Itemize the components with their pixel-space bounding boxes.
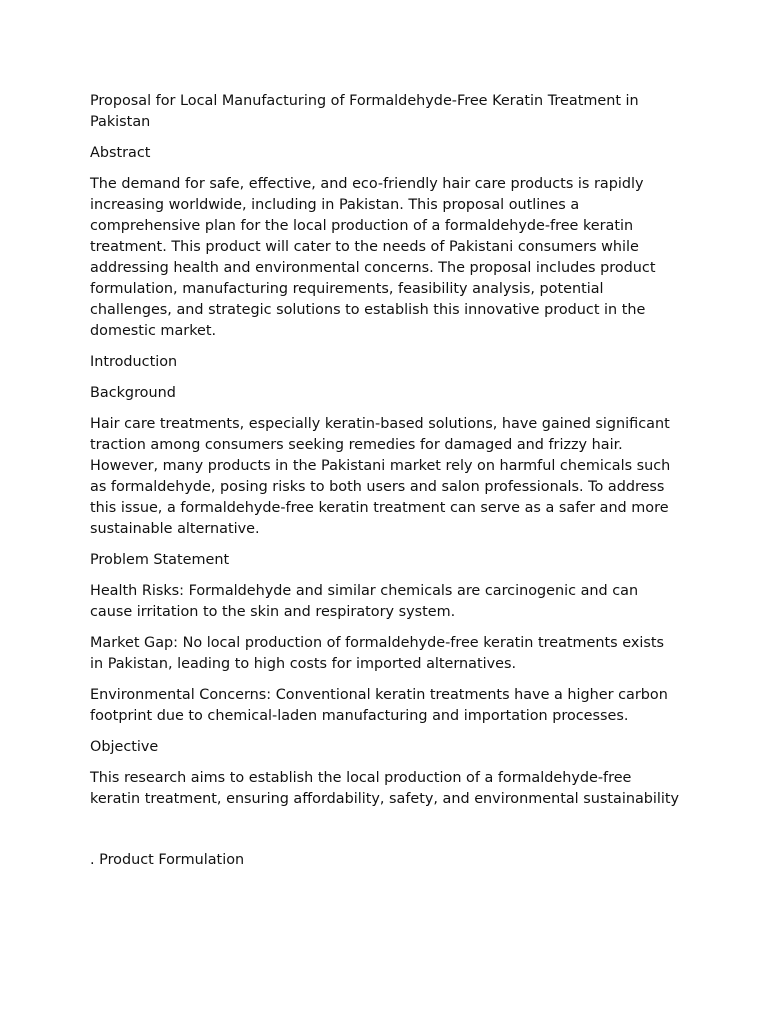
document-title: Proposal for Local Manufacturing of Formaldehyde-Free Keratin Treatment in Pakistan	[90, 93, 639, 130]
problem-item-health-risks: Health Risks: Formaldehyde and similar chemicals are carcinogenic and can cause irritation to the skin and respiratory system.	[90, 583, 639, 620]
document-page	[90, 91, 680, 881]
abstract-paragraph: The demand for safe, effective, and eco-friendly hair care products is rapidly increasing worldwide, including in Pakistan. This proposal outlines a comprehensive plan for the local production of a formaldehyde-free keratin treatment. This product will cater to the needs of Pakistani consumers while addressing health and environmental concerns. The proposal includes product formulation, manufacturing requirements, feasibility analysis, potential challenges, and strategic solutions to establish this innovative product in the domestic market.	[90, 176, 656, 339]
objective-paragraph: This research aims to establish the local production of a formaldehyde-free keratin treatment, ensuring affordability, safety, and environmental sustainability	[90, 770, 680, 807]
product-formulation-heading: . Product Formulation	[90, 852, 245, 868]
abstract-heading: Abstract	[90, 145, 151, 161]
objective-heading: Objective	[90, 739, 159, 755]
section-spacer	[90, 820, 680, 850]
introduction-heading: Introduction	[90, 354, 178, 370]
background-paragraph: Hair care treatments, especially keratin-based solutions, have gained significant traction among consumers seeking remedies for damaged and frizzy hair. However, many products in the Pakistani market rely on harmful chemicals such as formaldehyde, posing risks to both users and salon professionals. To address this issue, a formaldehyde-free keratin treatment can serve as a safer and more sustainable alternative.	[90, 416, 671, 537]
background-heading: Background	[90, 385, 176, 401]
problem-statement-heading: Problem Statement	[90, 552, 230, 568]
problem-item-environmental-concerns: Environmental Concerns: Conventional keratin treatments have a higher carbon footprint due to chemical-laden manufacturing and importation processes.	[90, 687, 668, 724]
problem-item-market-gap: Market Gap: No local production of formaldehyde-free keratin treatments exists in Pakistan, leading to high costs for imported alternatives.	[90, 635, 664, 672]
